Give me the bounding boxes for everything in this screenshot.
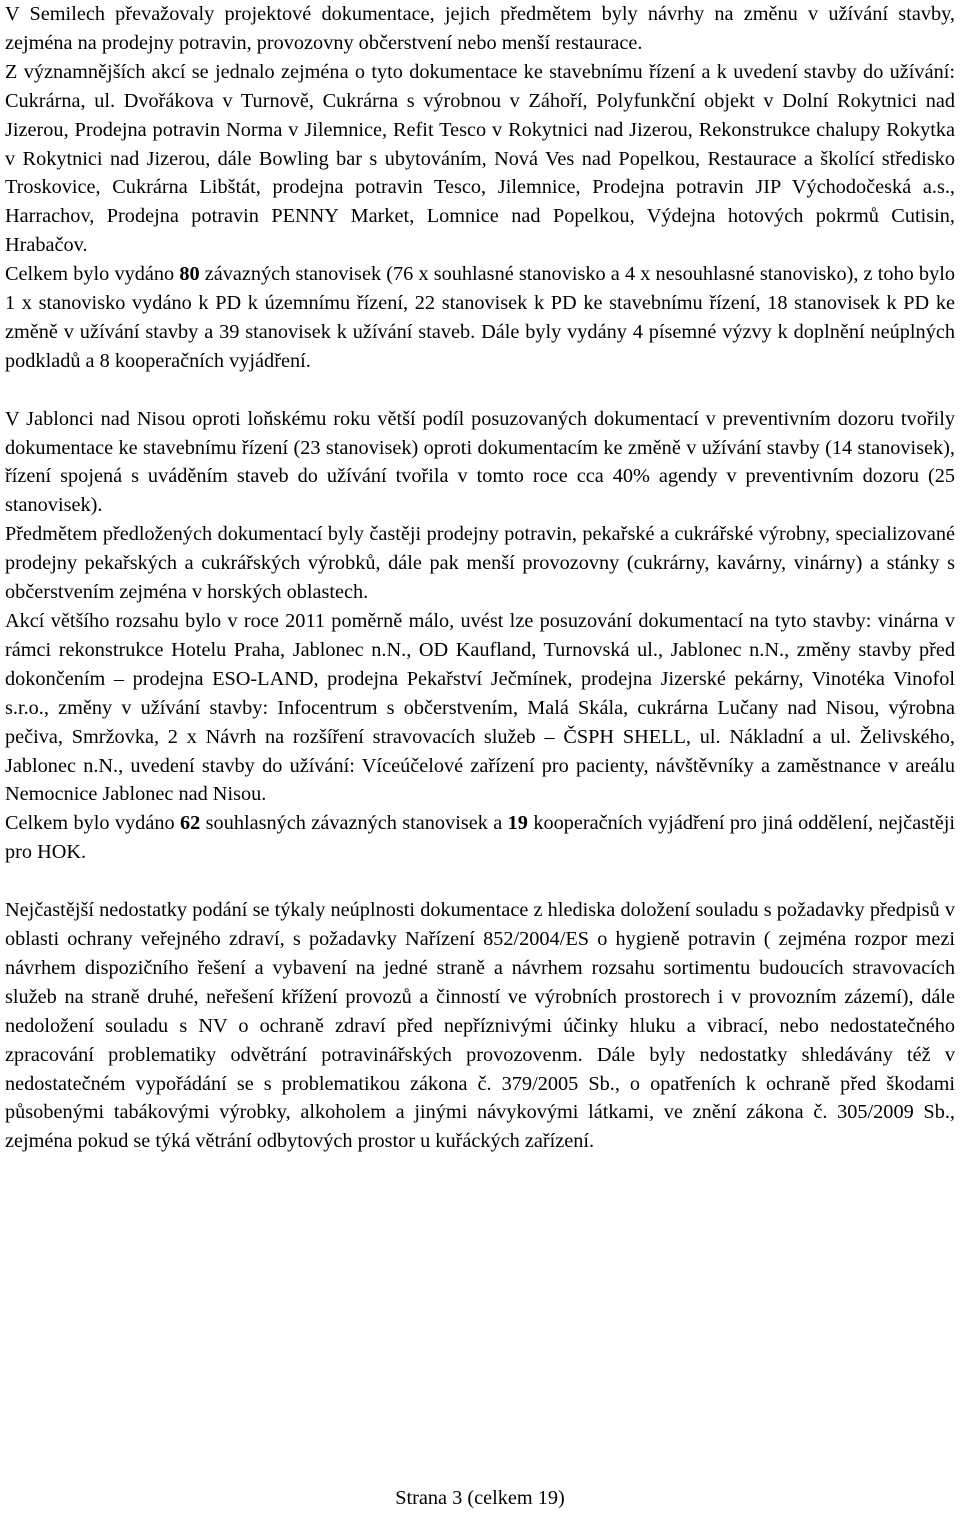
paragraph-text: Celkem bylo vydáno [5, 263, 180, 286]
paragraph-jablonec-subjects [5, 520, 955, 607]
paragraph-text: V Jablonci nad Nisou oproti loňskému roku větší podíl posuzovaných dokumentací v preventivním dozoru tvořily dokumentace ke stavebnímu řízení (23 stanovisek) oproti dokumentacím ke změně v užívání stavby (14 stanovisek), řízení spojená s uváděním staveb do užívání tvořila v tomto roce cca 40% agendy v preventivním dozoru (25 stanovisek). [5, 407, 955, 517]
paragraph-text: souhlasných závazných stanovisek a [200, 812, 508, 835]
page-footer [0, 1484, 960, 1512]
paragraph-spacer [5, 867, 955, 896]
paragraph-semily-totals [5, 260, 955, 376]
paragraph-text: závazných stanovisek (76 x souhlasné stanovisko a 4 x nesouhlasné stanovisko), z toho bylo 1 x stanovisko vydáno k PD k územnímu řízení, 22 stanovisek k PD ke stavebnímu řízení, 18 stanovisek k PD ke změně v užívání stavby a 39 stanovisek k užívání staveb. Dále byly vydány 4 písemné výzvy k doplnění neúplných podkladů a 8 kooperačních vyjádření. [5, 263, 955, 372]
paragraph-text: V Semilech převažovaly projektové dokumentace, jejich předmětem byly návrhy na změnu v užívání stavby, zejména na prodejny potravin, provozovny občerstvení nebo menší restaurace. [5, 3, 955, 54]
paragraph-semily-projects [5, 58, 955, 260]
page-number-label: Strana 3 (celkem 19) [395, 1487, 565, 1509]
bold-count: 62 [180, 812, 201, 835]
paragraph-text: kooperačních vyjádření pro jiná oddělení, nejčastěji pro HOK. [5, 812, 955, 864]
bold-count: 19 [507, 812, 528, 835]
document-page [5, 0, 955, 1156]
paragraph-jablonec-intro [5, 405, 955, 521]
paragraph-text: Předmětem předložených dokumentací byly častěji prodejny potravin, pekařské a cukrářské výrobny, specializované prodejny pekařských a cukrářských výrobků, dále pak menší provozovny (cukrárny, kavárny, vinárny) a stánky s občerstvením zejména v horských oblastech. [5, 523, 955, 604]
paragraph-semily-intro [5, 0, 955, 58]
paragraph-text: Akcí většího rozsahu bylo v roce 2011 poměrně málo, uvést lze posuzování dokumentací na tyto stavby: vinárna v rámci rekonstrukce Hotelu Praha, Jablonec n.N., OD Kaufland, Turnovská ul., Jablonec n.N., změny stavby před dokončením – prodejna ESO-LAND, prodejna Pekařství Ječmínek, prodejna Jizerské pekárny, Vinotéka Vinofol s.r.o., změny v užívání stavby: Infocentrum s občerstvením, Malá Skála, cukrárna Lučany nad Nisou, výrobna pečiva, Smržovka, 2 x Návrh na rozšíření stravovacích služeb – ČSPH SHELL, ul. Nákladní a ul. Želivského, Jablonec n.N., uvedení stavby do užívání: Víceúčelové zařízení pro pacienty, návštěvníky a zaměstnance v areálu Nemocnice Jablonec nad Nisou. [5, 610, 955, 806]
bold-count: 80 [179, 263, 200, 286]
paragraph-text: Celkem bylo vydáno [5, 812, 180, 835]
paragraph-text: Nejčastější nedostatky podání se týkaly neúplnosti dokumentace z hlediska doložení souladu s požadavky předpisů v oblasti ochrany veřejného zdraví, s požadavky Nařízení 852/2004/ES o hygieně potravin ( zejména rozpor mezi návrhem dispozičního řešení a vybavení na jedné straně a návrhem rozsahu sortimentu budoucích stravovacích služeb na straně druhé, neřešení křížení provozů a činností ve výrobních prostorech i v provozním zázemí), dále nedoložení souladu s NV o ochraně zdraví před nepříznivými účinky hluku a vibrací, nebo nedostatečného zpracování problematiky odvětrání potravinářských provozovenm. Dále byly nedostatky shledávány též v nedostatečném vypořádání se s problematikou zákona č. 379/2005 Sb., o opatřeních k ochraně před škodami působenými tabákovými výrobky, alkoholem a jinými návykovými látkami, ve znění zákona č. 305/2009 Sb., zejména pokud se týká větrání odbytových prostor u kuřáckých zařízení. [5, 899, 955, 1153]
paragraph-deficiencies [5, 896, 955, 1156]
paragraph-spacer [5, 376, 955, 405]
paragraph-text: Z významnějších akcí se jednalo zejména o tyto dokumentace ke stavebnímu řízení a k uvedení stavby do užívání: Cukrárna, ul. Dvořákova v Turnově, Cukrárna s výrobnou v Záhoří, Polyfunkční objekt v Dolní Rokytnici nad Jizerou, Prodejna potravin Norma v Jilemnice, Refit Tesco v Rokytnici nad Jizerou, Rekonstrukce chalupy Rokytka v Rokytnici nad Jizerou, dále Bowling bar s ubytováním, Nová Ves nad Popelkou, Restaurace a školící středisko Troskovice, Cukrárna Libštát, prodejna potravin Tesco, Jilemnice, Prodejna potravin JIP Východočeská a.s., Harrachov, Prodejna potravin PENNY Market, Lomnice nad Popelkou, Výdejna hotových pokrmů Cutisin, Hrabačov. [5, 60, 955, 257]
paragraph-jablonec-totals [5, 809, 955, 867]
paragraph-jablonec-projects [5, 607, 955, 809]
